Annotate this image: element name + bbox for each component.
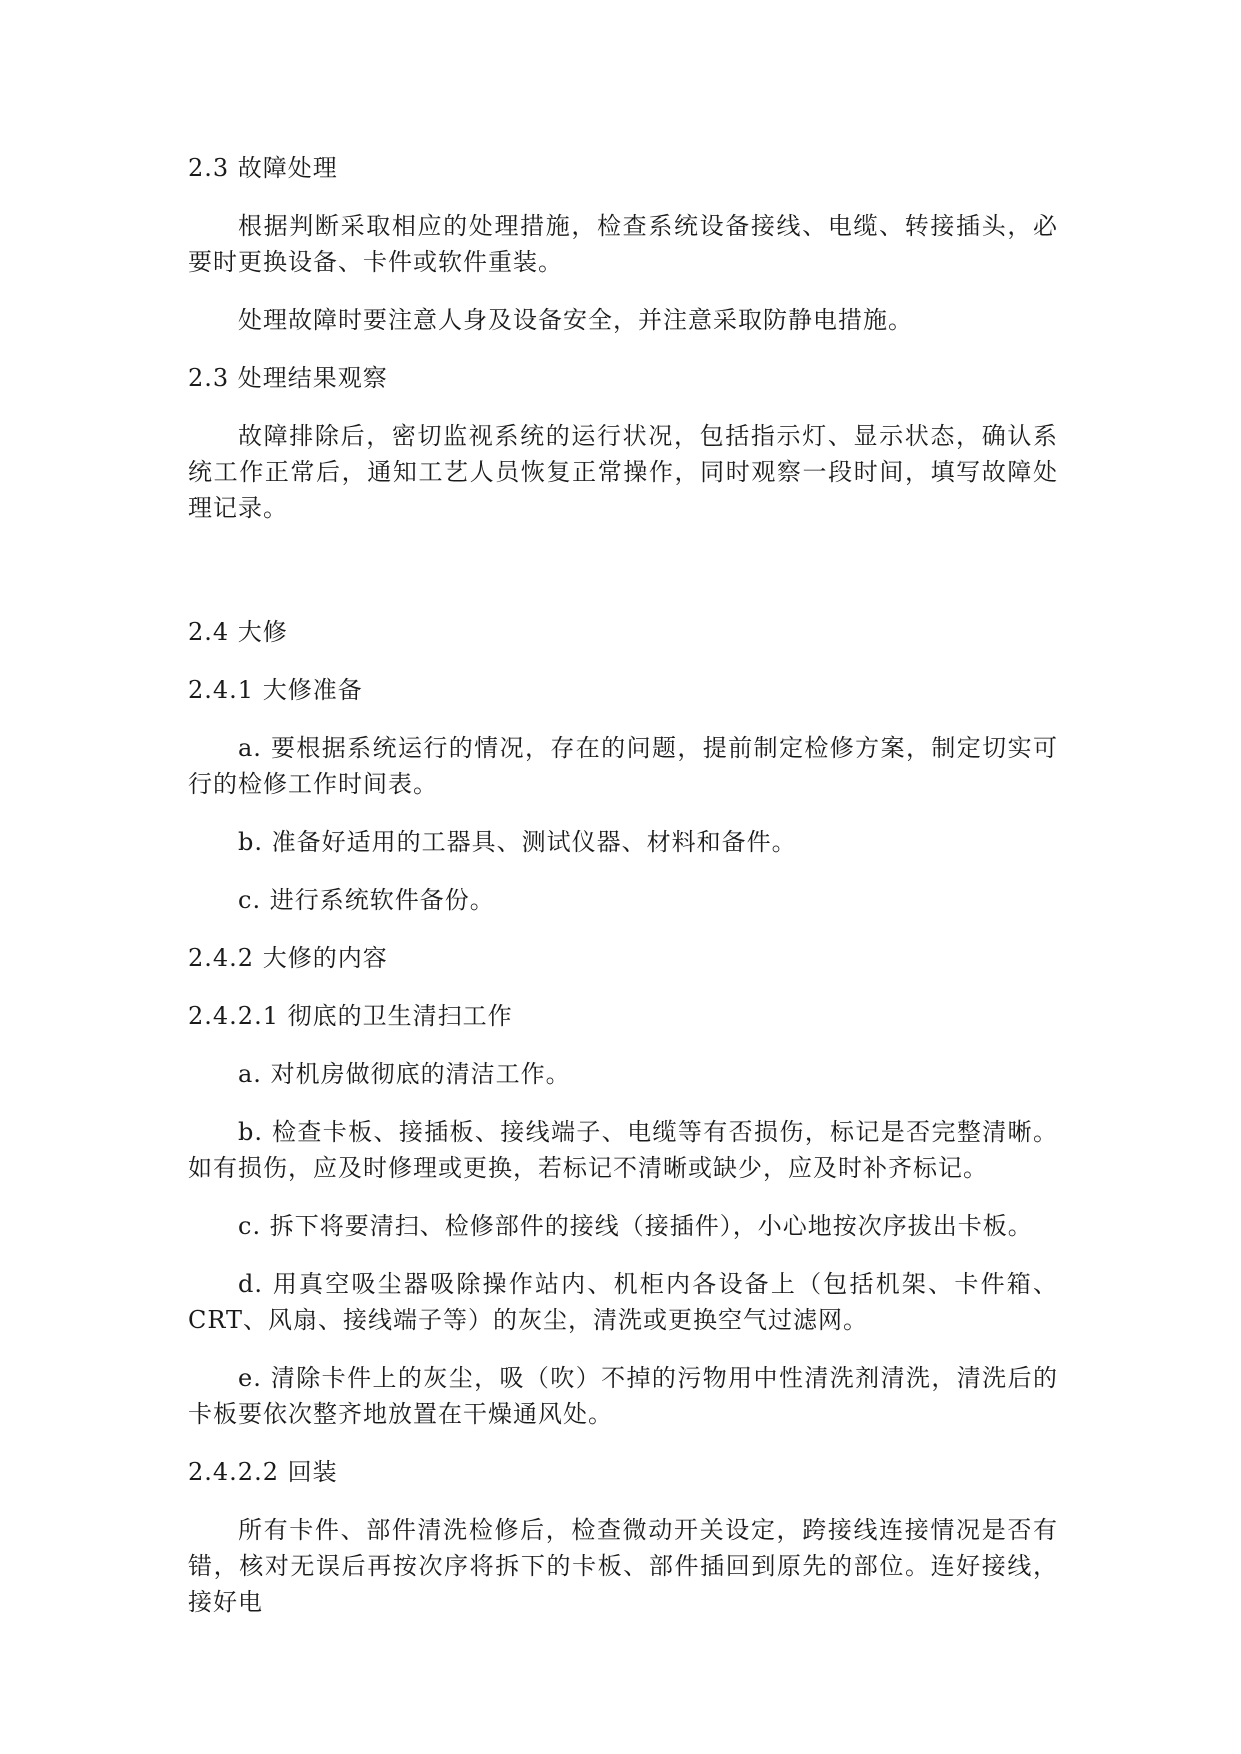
body-paragraph: d. 用真空吸尘器吸除操作站内、机柜内各设备上（包括机架、卡件箱、CRT、风扇、接线端子等）的灰尘，清洗或更换空气过滤网。 <box>188 1270 1058 1334</box>
section-heading: 2.4.2.1 彻底的卫生清扫工作 <box>188 1002 513 1030</box>
section-heading: 2.4.2 大修的内容 <box>188 944 388 972</box>
body-paragraph: 所有卡件、部件清洗检修后，检查微动开关设定，跨接线连接情况是否有错，核对无误后再按次序将拆下的卡板、部件插回到原先的部位。连好接线，接好电 <box>188 1516 1058 1616</box>
body-paragraph: 处理故障时要注意人身及设备安全，并注意采取防静电措施。 <box>238 306 913 334</box>
body-paragraph: b. 准备好适用的工器具、测试仪器、材料和备件。 <box>238 828 797 856</box>
document-body <box>188 150 1058 1642</box>
section-heading: 2.3 故障处理 <box>188 154 338 182</box>
body-paragraph: c. 进行系统软件备份。 <box>238 886 495 914</box>
body-paragraph: 根据判断采取相应的处理措施，检查系统设备接线、电缆、转接插头，必要时更换设备、卡件或软件重装。 <box>188 212 1058 276</box>
body-paragraph: b. 检查卡板、接插板、接线端子、电缆等有否损伤，标记是否完整清晰。如有损伤，应及时修理或更换，若标记不清晰或缺少，应及时补齐标记。 <box>188 1118 1058 1182</box>
body-paragraph: 故障排除后，密切监视系统的运行状况，包括指示灯、显示状态，确认系统工作正常后，通知工艺人员恢复正常操作，同时观察一段时间，填写故障处理记录。 <box>188 422 1058 522</box>
body-paragraph: e. 清除卡件上的灰尘，吸（吹）不掉的污物用中性清洗剂清洗，清洗后的卡板要依次整齐地放置在干燥通风处。 <box>188 1364 1058 1428</box>
section-heading: 2.4.1 大修准备 <box>188 676 363 704</box>
body-paragraph: a. 要根据系统运行的情况，存在的问题，提前制定检修方案，制定切实可行的检修工作时间表。 <box>188 734 1058 798</box>
section-heading: 2.4 大修 <box>188 618 288 646</box>
section-heading: 2.3 处理结果观察 <box>188 364 388 392</box>
section-heading: 2.4.2.2 回装 <box>188 1458 338 1486</box>
body-paragraph: a. 对机房做彻底的清洁工作。 <box>238 1060 571 1088</box>
section-spacer <box>188 548 1058 614</box>
body-paragraph: c. 拆下将要清扫、检修部件的接线（接插件），小心地按次序拔出卡板。 <box>238 1212 1033 1240</box>
